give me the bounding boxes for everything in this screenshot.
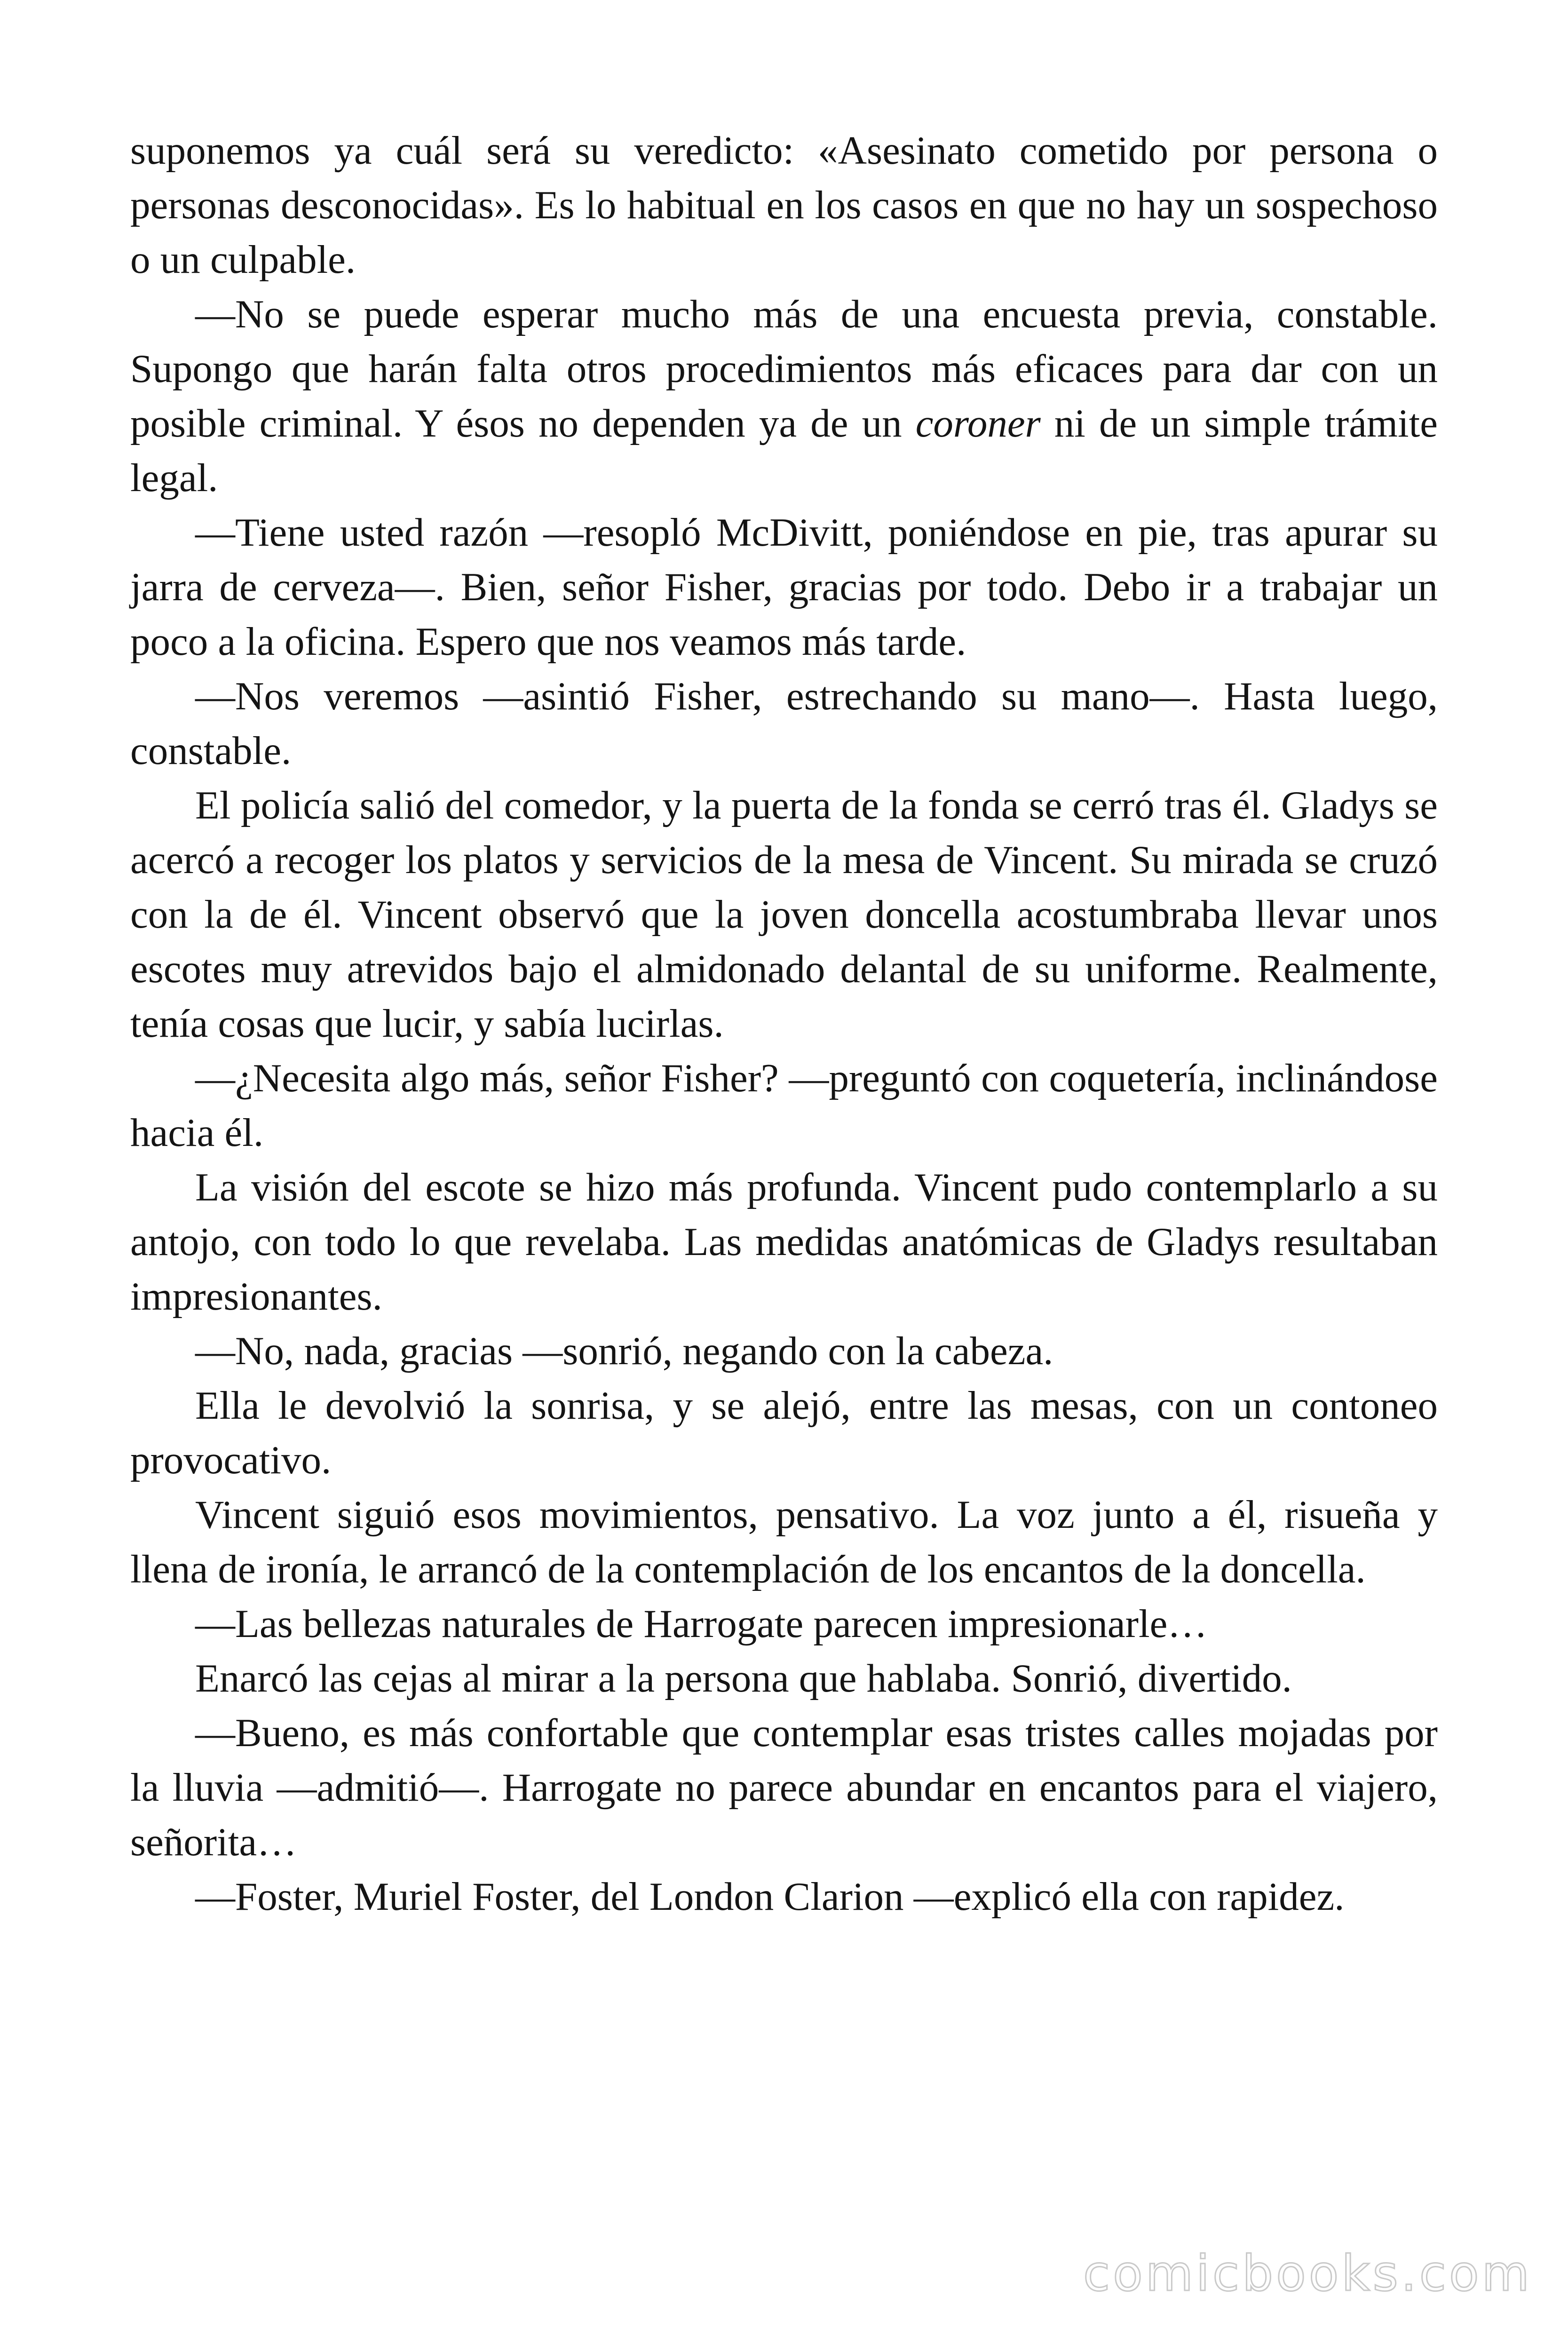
paragraph: —Bueno, es más confortable que contemplar esas tristes calles mojadas por la lluvia —admitió—. Harrogate no parece abundar en encantos para el viajero, señorita… — [130, 1711, 1438, 1864]
body-text — [130, 123, 1438, 1924]
paragraph: —Foster, Muriel Foster, del London Clarion —explicó ella con rapidez. — [195, 1875, 1345, 1919]
paragraph: Vincent siguió esos movimientos, pensativo. La voz junto a él, risueña y llena de ironía, le arrancó de la contemplación de los encantos de la doncella. — [130, 1493, 1438, 1591]
italic-term: coroner — [915, 401, 1041, 445]
paragraph-text-after: ni de un simple trámite legal. — [130, 401, 1438, 500]
paragraph: —¿Necesita algo más, señor Fisher? —preguntó con coquetería, inclinándose hacia él. — [130, 1056, 1438, 1155]
paragraph: Ella le devolvió la sonrisa, y se alejó, entre las mesas, con un contoneo provocativo. — [130, 1383, 1438, 1482]
paragraph: —Tiene usted razón —resopló McDivitt, poniéndose en pie, tras apurar su jarra de cerveza—. Bien, señor Fisher, gracias por todo. Debo ir a trabajar un poco a la oficina. Espero que nos veamos más tarde. — [130, 510, 1438, 664]
paragraph: —Nos veremos —asintió Fisher, estrechando su mano—. Hasta luego, constable. — [130, 674, 1438, 773]
paragraph: El policía salió del comedor, y la puerta de la fonda se cerró tras él. Gladys se acercó a recoger los platos y servicios de la mesa de Vincent. Su mirada se cruzó con la de él. Vincent observó que la joven doncella acostumbraba llevar unos escotes muy atrevidos bajo el almidonado delantal de su uniforme. Realmente, tenía cosas que lucir, y sabía lucirlas. — [130, 783, 1438, 1046]
paragraph: Enarcó las cejas al mirar a la persona que hablaba. Sonrió, divertido. — [195, 1656, 1292, 1700]
watermark: comicbooks.com — [1083, 2245, 1532, 2302]
paragraph: —Las bellezas naturales de Harrogate parecen impresionarle… — [195, 1602, 1208, 1646]
paragraph-continued: suponemos ya cuál será su veredicto: «Asesinato cometido por persona o personas desconocidas». Es lo habitual en los casos en que no hay un sospechoso o un culpable. — [130, 128, 1438, 282]
paragraph-text: —No se puede esperar mucho más de una encuesta previa, constable. Supongo que harán falta otros procedimientos más eficaces para dar con un posible criminal. Y ésos no dependen ya de un — [130, 292, 1438, 445]
paragraph: —No, nada, gracias —sonrió, negando con la cabeza. — [195, 1329, 1053, 1373]
paragraph: La visión del escote se hizo más profunda. Vincent pudo contemplarlo a su antojo, con todo lo que revelaba. Las medidas anatómicas de Gladys resultaban impresionantes. — [130, 1165, 1438, 1319]
paragraph-coroner — [130, 287, 1438, 505]
